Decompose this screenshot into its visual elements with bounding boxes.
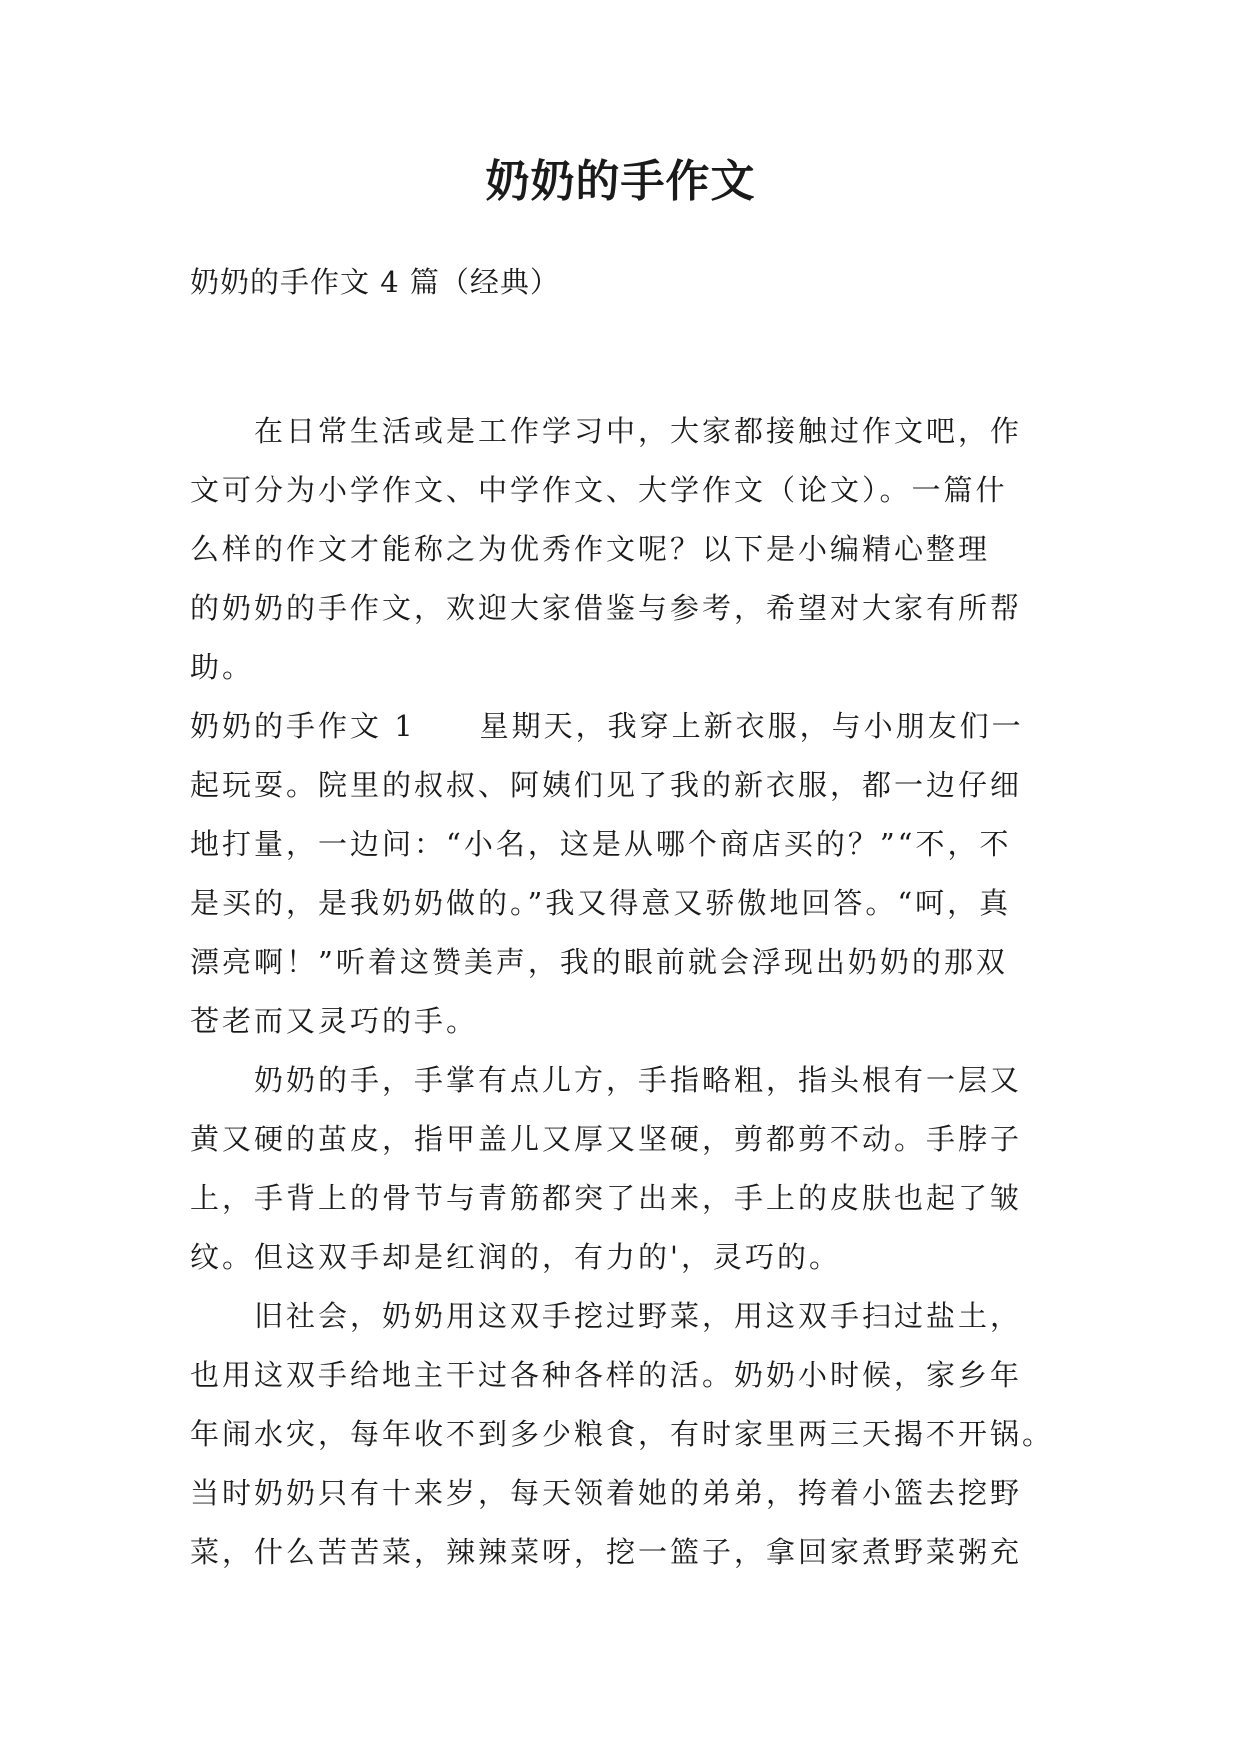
- text-line: [190, 1287, 1060, 1346]
- line-text: 菜，什么苦苦菜，辣辣菜呀，挖一篮子，拿回家煮野菜粥充: [190, 1535, 1023, 1569]
- text-line: [190, 1346, 1060, 1405]
- text-line: [190, 638, 1060, 697]
- line-text: 是买的，是我奶奶做的。”我又得意又骄傲地回答。“呵，真: [190, 886, 1012, 920]
- text-line: [190, 461, 1060, 520]
- line-text: 文可分为小学作文、中学作文、大学作文（论文）。一篇什: [190, 473, 1008, 507]
- text-line: [190, 520, 1060, 579]
- line-text: 苍老而又灵巧的手。: [190, 1004, 479, 1038]
- line-text: 旧社会，奶奶用这双手挖过野菜，用这双手扫过盐土，: [254, 1299, 1023, 1333]
- line-text: 上，手背上的骨节与青筋都突了出来，手上的皮肤也起了皱: [190, 1181, 1023, 1215]
- line-text-continued: 星期天，我穿上新衣服，与小朋友们一: [479, 709, 1024, 743]
- text-line: [190, 1464, 1060, 1523]
- text-line: [190, 1110, 1060, 1169]
- text-line: [190, 1523, 1060, 1582]
- line-text: 当时奶奶只有十来岁，每天领着她的弟弟，挎着小篮去挖野: [190, 1476, 1023, 1510]
- text-line: [190, 1405, 1060, 1464]
- line-text: 年闹水灾，每年收不到多少粮食，有时家里两三天揭不开锅。: [190, 1417, 1055, 1451]
- line-text: 也用这双手给地主干过各种各样的活。奶奶小时候，家乡年: [190, 1358, 1023, 1392]
- text-line: [190, 756, 1060, 815]
- line-text: 奶奶的手，手掌有点儿方，手指略粗，指头根有一层又: [254, 1063, 1023, 1097]
- text-line: [190, 815, 1060, 874]
- line-text: 在日常生活或是工作学习中，大家都接触过作文吧，作: [254, 414, 1023, 448]
- text-line: [190, 697, 1060, 756]
- line-text: 漂亮啊！”听着这赞美声，我的眼前就会浮现出奶奶的那双: [190, 945, 1008, 979]
- text-line: [190, 1169, 1060, 1228]
- text-line: [190, 933, 1060, 992]
- line-text: 起玩耍。院里的叔叔、阿姨们见了我的新衣服，都一边仔细: [190, 768, 1023, 802]
- line-text: 助。: [190, 650, 255, 684]
- text-line: [190, 1228, 1060, 1287]
- line-text: 的奶奶的手作文，欢迎大家借鉴与参考，希望对大家有所帮: [190, 591, 1023, 625]
- text-line: [190, 1051, 1060, 1110]
- document-title: 奶奶的手作文: [485, 156, 756, 207]
- line-text: 纹。但这双手却是红润的，有力的'，灵巧的。: [190, 1240, 841, 1274]
- text-line: [190, 579, 1060, 638]
- line-text: 地打量，一边问：“小名，这是从哪个商店买的？”“不，不: [190, 827, 1012, 861]
- document-subtitle: 奶奶的手作文 4 篇（经典）: [190, 265, 560, 299]
- text-line: [190, 402, 1060, 461]
- text-line: [190, 992, 1060, 1051]
- document-body: [190, 402, 1060, 1582]
- line-text: 奶奶的手作文 1: [190, 709, 416, 743]
- line-text: 么样的作文才能称之为优秀作文呢？以下是小编精心整理: [190, 532, 991, 566]
- text-line: [190, 874, 1060, 933]
- line-text: 黄又硬的茧皮，指甲盖儿又厚又坚硬，剪都剪不动。手脖子: [190, 1122, 1023, 1156]
